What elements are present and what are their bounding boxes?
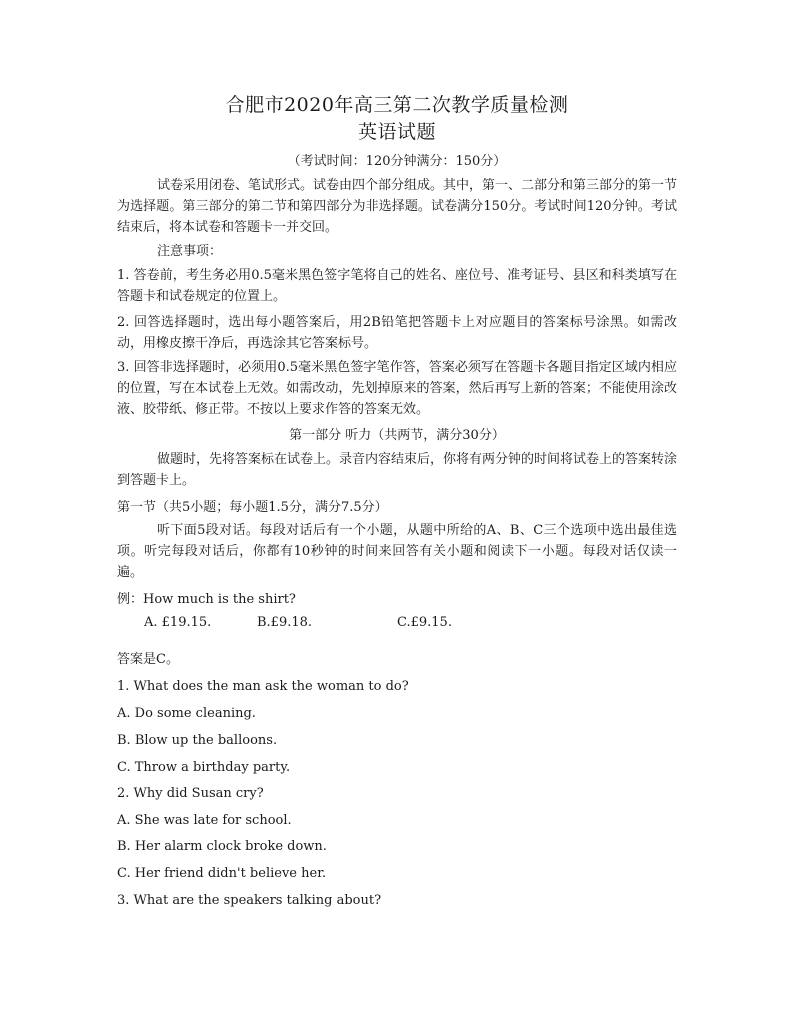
question-1: 1. What does the man ask the woman to do? <box>117 679 409 694</box>
question-2-option-c: C. Her friend didn't believe her. <box>117 866 327 881</box>
question-2: 2. Why did Susan cry? <box>117 786 264 801</box>
section1-heading: 第一节（共5小题；每小题1.5分，满分7.5分） <box>117 500 388 515</box>
question-1-option-c: C. Throw a birthday party. <box>117 760 291 775</box>
exam-title: 合肥市2020年高三第二次教学质量检测 <box>225 94 569 116</box>
question-2-option-b: B. Her alarm clock broke down. <box>117 839 327 854</box>
example-option-b: B.£9.18. <box>257 615 313 630</box>
question-3: 3. What are the speakers talking about? <box>117 893 382 908</box>
note-item-2: 2. 回答选择题时，选出每小题答案后，用2B铅笔把答题卡上对应题目的答案标号涂黑。如需改动，用橡皮擦干净后，再选涂其它答案标号。 <box>117 315 677 351</box>
question-1-option-a: A. Do some cleaning. <box>117 706 256 721</box>
notes-heading: 注意事项： <box>157 244 223 259</box>
question-1-option-b: B. Blow up the balloons. <box>117 733 278 748</box>
example-option-a: A. £19.15. <box>144 615 212 630</box>
exam-subtitle: 英语试题 <box>357 121 436 143</box>
intro-paragraph: 试卷采用闭卷、笔试形式。试卷由四个部分组成。其中，第一、二部分和第三部分的第一节为选择题。第三部分的第二节和第四部分为非选择题。试卷满分150分。考试时间120分钟。考试结束后，将本试卷和答题卡一并交回。 <box>117 178 678 235</box>
part1-heading: 第一部分 听力（共两节，满分30分） <box>289 428 505 443</box>
note-item-3: 3. 回答非选择题时，必须用0.5毫米黑色签字笔作答，答案必须写在答题卡各题目指定区域内相应的位置，写在本试卷上无效。如需改动，先划掉原来的答案，然后再写上新的答案；不能使用涂改液、胶带纸、修正带。不按以上要求作答的答案无效。 <box>117 360 677 417</box>
part1-instruction: 做题时，先将答案标在试卷上。录音内容结束后，你将有两分钟的时间将试卷上的答案转涂到答题卡上。 <box>117 452 678 488</box>
example-question: 例：How much is the shirt? <box>117 592 296 607</box>
section1-instruction: 听下面5段对话。每段对话后有一个小题，从题中所给的A、B、C三个选项中选出最佳选项。听完每段对话后，你都有10秒钟的时间来回答有关小题和阅读下一小题。每段对话仅读一遍。 <box>117 523 677 580</box>
example-option-c: C.£9.15. <box>397 615 452 630</box>
example-answer: 答案是C。 <box>117 652 179 667</box>
question-2-option-a: A. She was late for school. <box>117 813 292 828</box>
exam-time-info: （考试时间：120分钟满分：150分） <box>287 154 507 169</box>
note-item-1: 1. 答卷前，考生务必用0.5毫米黑色签字笔将自己的姓名、座位号、准考证号、县区和科类填写在答题卡和试卷规定的位置上。 <box>117 268 677 304</box>
